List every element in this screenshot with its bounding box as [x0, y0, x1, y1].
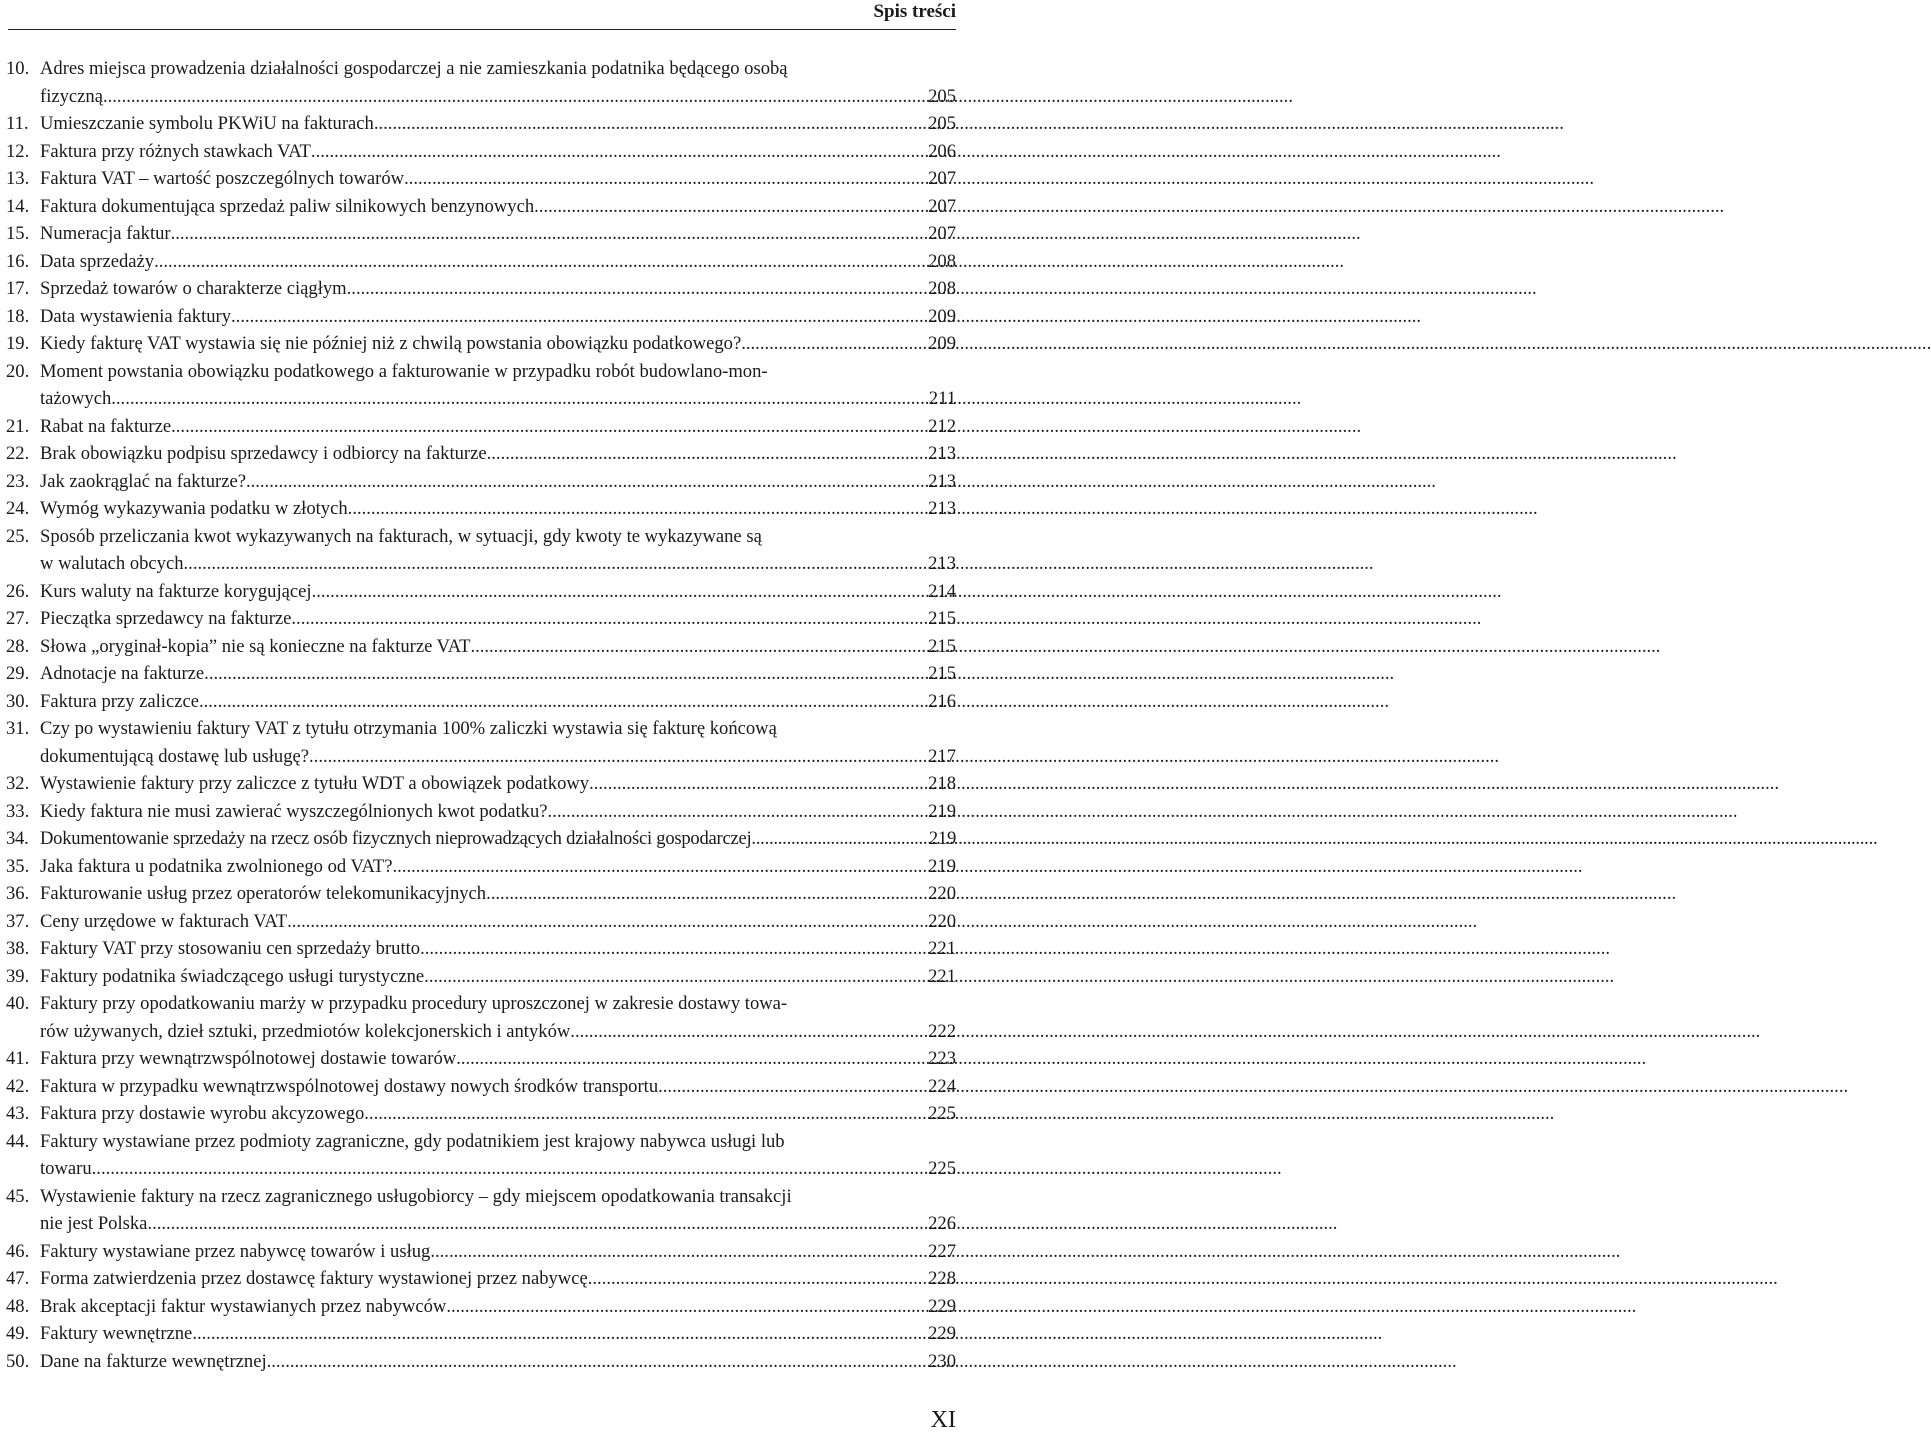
- toc-entry-page: 220: [928, 883, 956, 904]
- dot-leader: [231, 303, 926, 331]
- dot-leader: [364, 1100, 926, 1128]
- toc-entry-number: 42.: [6, 1075, 30, 1097]
- dot-leader: [192, 1320, 926, 1348]
- toc-entry-title: [40, 605, 956, 633]
- toc-entry-number: 27.: [6, 608, 30, 629]
- toc-entry: [6, 880, 956, 908]
- toc-entry-leader-row: [40, 688, 956, 716]
- toc-entry-number: 38.: [6, 938, 30, 959]
- dot-leader: [184, 550, 927, 578]
- toc-entry: [6, 715, 956, 770]
- toc-entry-number: 40.: [6, 993, 30, 1014]
- dot-leader: [374, 110, 926, 138]
- toc-entry-page: 207: [928, 195, 956, 217]
- toc-entry-leader-row: [40, 550, 956, 578]
- dot-leader: [534, 193, 926, 221]
- dot-leader: [589, 770, 926, 798]
- toc-entry-page: 213: [928, 498, 956, 519]
- toc-entry-page: 229: [928, 1295, 956, 1317]
- toc-entry-page: 209: [928, 305, 956, 327]
- toc-entry-page: 226: [928, 1213, 956, 1234]
- toc-entry-leader-row: [40, 468, 956, 496]
- dot-leader: [548, 798, 927, 826]
- dot-leader: [171, 220, 927, 248]
- toc-entry-title-line: Numeracja faktur: [40, 223, 171, 244]
- toc-entry-number: 29.: [6, 663, 30, 684]
- toc-entry-page: 207: [928, 168, 956, 189]
- toc-entry-page: 227: [928, 1240, 956, 1262]
- toc-entry-title-line: Jak zaokrąglać na fakturze?: [40, 470, 246, 492]
- toc-entry-title: [40, 1238, 956, 1266]
- toc-entry-number: 22.: [6, 443, 30, 464]
- toc-entry-title: [40, 1183, 956, 1238]
- toc-entry-title-line: Rabat na fakturze: [40, 415, 172, 437]
- toc-entry-title-line: Wystawienie faktury na rzecz zagranicznego usługobiorcy – gdy miejscem opodatkowania transakcji: [40, 1185, 792, 1207]
- toc-entry-title: [40, 330, 956, 358]
- toc-entry-page: 215: [928, 663, 956, 684]
- toc-entry-leader-row: [40, 605, 956, 633]
- toc-entry-title: [40, 220, 956, 248]
- toc-entry-title-line: Forma zatwierdzenia przez dostawcę faktury wystawionej przez nabywcę: [40, 1268, 588, 1289]
- toc-entry-title: [40, 55, 956, 110]
- toc-entry-title-line: Adnotacje na fakturze: [40, 663, 205, 684]
- dot-leader: [420, 935, 926, 963]
- toc-entry: [6, 1045, 956, 1073]
- toc-entry: [6, 1348, 956, 1376]
- toc-entry-number: 25.: [6, 525, 30, 547]
- toc-entry-number: 10.: [6, 58, 30, 79]
- toc-entry-title: [40, 1320, 956, 1348]
- toc-entry-title: [40, 853, 956, 881]
- toc-entry-title: [40, 248, 956, 276]
- toc-entry-page: 218: [928, 773, 956, 794]
- toc-entry: [6, 138, 956, 166]
- toc-entry-title: [40, 770, 956, 798]
- toc-entry-title: [40, 495, 956, 523]
- table-of-contents: [6, 55, 956, 1375]
- toc-entry-number: 17.: [6, 278, 30, 299]
- toc-entry-leader-row: [40, 880, 956, 908]
- toc-entry-page: 209: [928, 333, 956, 354]
- toc-entry-number: 39.: [6, 965, 30, 987]
- toc-entry-title-line: Data wystawienia faktury: [40, 305, 232, 327]
- dot-leader: [741, 330, 926, 358]
- toc-entry-number: 16.: [6, 250, 30, 272]
- dot-leader: [312, 578, 927, 606]
- toc-entry-title: [40, 578, 956, 606]
- toc-entry: [6, 330, 956, 358]
- toc-entry-page: 216: [928, 690, 956, 712]
- toc-entry: [6, 1183, 956, 1238]
- dot-leader: [309, 743, 926, 771]
- toc-entry: [6, 1100, 956, 1128]
- toc-entry-title: [40, 908, 956, 936]
- toc-entry-leader-row: [40, 963, 956, 991]
- dot-leader: [404, 165, 926, 193]
- toc-entry-title-line: Kiedy fakturę VAT wystawia się nie później niż z chwilą powstania obowiązku podatkowego?: [40, 333, 742, 354]
- toc-entry-title-line: Wymóg wykazywania podatku w złotych: [40, 498, 348, 519]
- toc-entry-leader-row: [40, 193, 956, 221]
- toc-entry-title: [40, 880, 956, 908]
- toc-entry-leader-row: [40, 110, 956, 138]
- toc-entry-page: 215: [928, 635, 956, 657]
- toc-entry-title: [40, 1100, 956, 1128]
- toc-entry-title-line: Faktura przy wewnątrzwspólnotowej dostawie towarów: [40, 1048, 457, 1069]
- toc-entry: [6, 633, 956, 661]
- toc-entry-leader-row: [40, 385, 956, 413]
- toc-entry-page: 221: [928, 938, 956, 959]
- toc-entry-title-line: Słowa „oryginał-kopia” nie są konieczne na fakturze VAT: [40, 635, 471, 657]
- dot-leader: [291, 605, 926, 633]
- toc-entry-title: [40, 1045, 956, 1073]
- toc-entry: [6, 440, 956, 468]
- toc-entry-title-line: Faktury VAT przy stosowaniu cen sprzedaży brutto: [40, 938, 421, 959]
- toc-entry-title-line: Kurs waluty na fakturze korygującej: [40, 580, 312, 602]
- toc-entry-title-line: Moment powstania obowiązku podatkowego a fakturowanie w przypadku robót budowlano-mon-: [40, 360, 768, 382]
- toc-entry-page: 213: [928, 553, 956, 574]
- toc-entry-page: 205: [928, 113, 956, 134]
- toc-entry-number: 12.: [6, 140, 30, 162]
- toc-entry-title-line: Faktury wystawiane przez nabywcę towarów i usług: [40, 1240, 431, 1262]
- toc-entry-title: [40, 468, 956, 496]
- toc-entry-number: 21.: [6, 415, 30, 437]
- toc-entry-title-line: Faktura dokumentująca sprzedaż paliw silnikowych benzynowych: [40, 195, 535, 217]
- toc-entry-leader-row: [40, 440, 956, 468]
- toc-entry-title-line: Faktury podatnika świadczącego usługi turystyczne: [40, 965, 425, 987]
- toc-entry-leader-row: [40, 248, 956, 276]
- toc-entry-number: 30.: [6, 690, 30, 712]
- dot-leader: [348, 495, 926, 523]
- toc-entry-title: [40, 440, 956, 468]
- toc-entry-title: [40, 935, 956, 963]
- toc-entry-page: 217: [928, 745, 956, 767]
- toc-entry-page: 213: [928, 443, 956, 464]
- toc-entry-page: 225: [928, 1103, 956, 1124]
- toc-entry-leader-row: [40, 1073, 956, 1101]
- toc-entry-leader-row: [40, 935, 956, 963]
- toc-entry-page: 205: [928, 85, 956, 107]
- toc-entry-leader-row: [40, 660, 956, 688]
- toc-entry-title-line: Sposób przeliczania kwot wykazywanych na fakturach, w sytuacji, gdy kwoty te wykazywane są: [40, 525, 762, 547]
- toc-entry-title-line: Pieczątka sprzedawcy na fakturze: [40, 608, 292, 629]
- toc-entry-page: 230: [928, 1350, 956, 1372]
- toc-entry-page: 207: [928, 223, 956, 244]
- toc-entry-title-line: Fakturowanie usług przez operatorów telekomunikacyjnych: [40, 883, 487, 904]
- toc-entry-title-line: Czy po wystawieniu faktury VAT z tytułu otrzymania 100% zaliczki wystawia się fakturę końcową: [40, 718, 777, 739]
- toc-entry-title-line: Dokumentowanie sprzedaży na rzecz osób fizycznych nieprowadzących działalności gospodarczej: [40, 828, 752, 849]
- toc-entry-title: [40, 798, 956, 826]
- toc-entry: [6, 853, 956, 881]
- toc-entry-leader-row: [40, 275, 956, 303]
- toc-entry-title: [40, 303, 956, 331]
- toc-entry: [6, 908, 956, 936]
- toc-entry-title: [40, 193, 956, 221]
- toc-entry-leader-row: [40, 853, 956, 881]
- toc-entry-number: 47.: [6, 1268, 30, 1289]
- toc-entry-page: 224: [928, 1075, 956, 1097]
- toc-entry-page: 208: [928, 278, 956, 299]
- toc-entry-title: [40, 358, 956, 413]
- toc-entry-title-line: Faktura przy zaliczce: [40, 690, 199, 712]
- toc-entry-title: [40, 138, 956, 166]
- toc-entry-leader-row: [40, 1210, 956, 1238]
- toc-entry-leader-row: [40, 1155, 956, 1183]
- dot-leader: [456, 1045, 926, 1073]
- dot-leader: [393, 853, 927, 881]
- toc-entry: [6, 1128, 956, 1183]
- toc-entry: [6, 193, 956, 221]
- toc-entry-page: 219: [928, 800, 956, 822]
- toc-entry-page: 219: [928, 828, 956, 849]
- toc-entry-title: [40, 660, 956, 688]
- toc-entry-leader-row: [40, 578, 956, 606]
- dot-leader: [267, 1348, 926, 1376]
- toc-entry-title: [40, 165, 956, 193]
- toc-entry-number: 46.: [6, 1240, 30, 1262]
- toc-entry-leader-row: [40, 770, 956, 798]
- toc-entry-title-line: w walutach obcych: [40, 553, 184, 574]
- toc-entry-title-line: Faktury wewnętrzne: [40, 1323, 193, 1344]
- toc-entry-leader-row: [40, 1100, 956, 1128]
- toc-entry: [6, 578, 956, 606]
- toc-entry-title-line: Ceny urzędowe w fakturach VAT: [40, 910, 288, 932]
- toc-entry-title: [40, 1128, 956, 1183]
- toc-entry-title-line: towaru: [40, 1158, 92, 1179]
- toc-entry-page: 220: [928, 910, 956, 932]
- toc-entry-page: 211: [928, 388, 956, 409]
- dot-leader: [570, 1018, 926, 1046]
- toc-entry-title-line: Faktura przy różnych stawkach VAT: [40, 140, 311, 162]
- toc-entry-number: 28.: [6, 635, 30, 657]
- toc-entry: [6, 825, 956, 853]
- toc-entry: [6, 1265, 956, 1293]
- toc-entry-title-line: Data sprzedaży: [40, 250, 155, 272]
- toc-entry-title: [40, 688, 956, 716]
- toc-entry-leader-row: [40, 1018, 956, 1046]
- toc-entry-leader-row: [40, 798, 956, 826]
- toc-entry-title-line: Brak akceptacji faktur wystawianych przez nabywców: [40, 1295, 447, 1317]
- toc-entry-leader-row: [40, 633, 956, 661]
- toc-entry-number: 13.: [6, 168, 30, 189]
- toc-entry-number: 26.: [6, 580, 30, 602]
- dot-leader: [311, 138, 926, 166]
- toc-entry-number: 37.: [6, 910, 30, 932]
- dot-leader: [347, 275, 926, 303]
- toc-entry: [6, 413, 956, 441]
- page-number: XI: [930, 1407, 956, 1433]
- header-divider: [8, 29, 956, 30]
- toc-entry-number: 19.: [6, 333, 30, 354]
- toc-entry: [6, 303, 956, 331]
- toc-entry-number: 50.: [6, 1350, 30, 1372]
- dot-leader: [111, 385, 927, 413]
- toc-entry-title-line: Faktura przy dostawie wyrobu akcyzowego: [40, 1103, 365, 1124]
- toc-entry-number: 11.: [6, 113, 29, 134]
- toc-entry-title-line: Faktura VAT – wartość poszczególnych towarów: [40, 168, 405, 189]
- toc-entry-number: 43.: [6, 1103, 30, 1124]
- toc-entry: [6, 770, 956, 798]
- dot-leader: [171, 413, 926, 441]
- toc-entry-page: 213: [928, 470, 956, 492]
- dot-leader: [470, 633, 926, 661]
- dot-leader: [487, 440, 926, 468]
- dot-leader: [204, 660, 926, 688]
- toc-entry-number: 35.: [6, 855, 30, 877]
- dot-leader: [588, 1265, 926, 1293]
- toc-entry: [6, 1293, 956, 1321]
- toc-entry-title-line: Faktury przy opodatkowaniu marży w przypadku procedury uproszczonej w zakresie dostawy towa-: [40, 993, 788, 1014]
- toc-entry-page: 208: [928, 250, 956, 272]
- toc-entry: [6, 275, 956, 303]
- toc-entry-leader-row: [40, 1265, 956, 1293]
- page-header-title: Spis treści: [873, 1, 956, 22]
- toc-entry-page: 214: [928, 580, 956, 602]
- toc-entry-title: [40, 963, 956, 991]
- toc-entry-leader-row: [40, 138, 956, 166]
- toc-entry: [6, 523, 956, 578]
- toc-entry-number: 23.: [6, 470, 30, 492]
- toc-entry-number: 34.: [6, 828, 29, 849]
- toc-entry-leader-row: [40, 1045, 956, 1073]
- toc-entry-page: 222: [928, 1020, 956, 1042]
- toc-entry-leader-row: [40, 413, 956, 441]
- toc-entry-number: 48.: [6, 1295, 30, 1317]
- toc-entry: [6, 110, 956, 138]
- toc-entry: [6, 165, 956, 193]
- toc-entry-number: 15.: [6, 223, 30, 244]
- toc-entry: [6, 468, 956, 496]
- toc-entry-leader-row: [40, 1348, 956, 1376]
- toc-entry: [6, 963, 956, 991]
- toc-entry: [6, 660, 956, 688]
- toc-entry: [6, 248, 956, 276]
- toc-entry-title: [40, 413, 956, 441]
- toc-entry-title-line: dokumentującą dostawę lub usługę?: [40, 745, 310, 767]
- dot-leader: [154, 248, 926, 276]
- toc-entry-title-line: tażowych: [40, 388, 112, 409]
- toc-entry-page: 206: [928, 140, 956, 162]
- toc-entry-page: 223: [928, 1048, 956, 1069]
- toc-entry-number: 49.: [6, 1323, 30, 1344]
- toc-entry-title: [40, 990, 956, 1045]
- toc-entry: [6, 935, 956, 963]
- dot-leader: [424, 963, 926, 991]
- toc-entry-leader-row: [40, 83, 956, 111]
- toc-entry-leader-row: [40, 220, 956, 248]
- toc-entry-leader-row: [40, 908, 956, 936]
- toc-entry: [6, 1320, 956, 1348]
- toc-entry: [6, 55, 956, 110]
- toc-entry-title: [40, 110, 956, 138]
- toc-entry-leader-row: [40, 303, 956, 331]
- toc-entry: [6, 358, 956, 413]
- toc-entry-title-line: Wystawienie faktury przy zaliczce z tytułu WDT a obowiązek podatkowy: [40, 773, 590, 794]
- toc-entry: [6, 798, 956, 826]
- toc-entry-title: [40, 1073, 956, 1101]
- toc-entry-page: 228: [928, 1268, 956, 1289]
- toc-entry-title: [40, 633, 956, 661]
- toc-entry-page: 219: [928, 855, 956, 877]
- toc-entry: [6, 990, 956, 1045]
- dot-leader: [199, 688, 926, 716]
- toc-entry-number: 14.: [6, 195, 30, 217]
- toc-entry-title: [40, 1265, 956, 1293]
- toc-entry-title-line: fizyczną: [40, 85, 103, 107]
- toc-entry-number: 33.: [6, 800, 30, 822]
- toc-entry-title-line: Adres miejsca prowadzenia działalności gospodarczej a nie zamieszkania podatnika będącego osobą: [40, 58, 788, 79]
- toc-entry-leader-row: [40, 743, 956, 771]
- dot-leader: [486, 880, 926, 908]
- toc-entry-number: 18.: [6, 305, 30, 327]
- toc-entry-page: 225: [928, 1158, 956, 1179]
- dot-leader: [430, 1238, 926, 1266]
- toc-entry-page: 215: [928, 608, 956, 629]
- toc-entry-leader-row: [40, 330, 956, 358]
- toc-entry-number: 36.: [6, 883, 30, 904]
- toc-entry-number: 24.: [6, 498, 30, 519]
- toc-entry-title-line: nie jest Polska: [40, 1213, 148, 1234]
- dot-leader: [103, 83, 926, 111]
- toc-entry: [6, 1238, 956, 1266]
- toc-entry-title-line: Faktura w przypadku wewnątrzwspólnotowej dostawy nowych środków transportu: [40, 1075, 659, 1097]
- toc-entry-page: 229: [928, 1323, 956, 1344]
- toc-entry-number: 44.: [6, 1130, 30, 1152]
- toc-entry-number: 32.: [6, 773, 30, 794]
- toc-entry-leader-row: [40, 825, 956, 853]
- toc-entry-number: 31.: [6, 718, 30, 739]
- dot-leader: [246, 468, 926, 496]
- dot-leader: [147, 1210, 926, 1238]
- toc-entry-title-line: Brak obowiązku podpisu sprzedawcy i odbiorcy na fakturze: [40, 443, 487, 464]
- toc-entry-leader-row: [40, 495, 956, 523]
- toc-entry-leader-row: [40, 1320, 956, 1348]
- toc-entry-title-line: Umieszczanie symbolu PKWiU na fakturach: [40, 113, 374, 134]
- toc-entry-title: [40, 523, 956, 578]
- toc-entry-number: 20.: [6, 360, 30, 382]
- toc-entry-leader-row: [40, 165, 956, 193]
- toc-entry-number: 41.: [6, 1048, 30, 1069]
- toc-entry-title: [40, 715, 956, 770]
- toc-entry-page: 221: [928, 965, 956, 987]
- toc-entry-title-line: Dane na fakturze wewnętrznej: [40, 1350, 267, 1372]
- toc-entry-title: [40, 275, 956, 303]
- dot-leader: [92, 1155, 926, 1183]
- toc-entry-title: [40, 1348, 956, 1376]
- toc-entry-title-line: Jaka faktura u podatnika zwolnionego od VAT?: [40, 855, 393, 877]
- toc-entry: [6, 495, 956, 523]
- toc-entry-leader-row: [40, 1293, 956, 1321]
- toc-entry: [6, 220, 956, 248]
- toc-entry-title-line: Faktury wystawiane przez podmioty zagraniczne, gdy podatnikiem jest krajowy nabywca usługi lub: [40, 1130, 785, 1152]
- toc-entry-title-line: rów używanych, dzieł sztuki, przedmiotów kolekcjonerskich i antyków: [40, 1020, 571, 1042]
- toc-entry-title-line: Sprzedaż towarów o charakterze ciągłym: [40, 278, 347, 299]
- toc-entry: [6, 1073, 956, 1101]
- toc-entry-number: 45.: [6, 1185, 30, 1207]
- dot-leader: [658, 1073, 926, 1101]
- toc-entry-title: [40, 825, 956, 853]
- dot-leader: [751, 825, 926, 853]
- toc-entry-title-line: Kiedy faktura nie musi zawierać wyszczególnionych kwot podatku?: [40, 800, 548, 822]
- dot-leader: [446, 1293, 926, 1321]
- toc-entry-page: 212: [928, 415, 956, 437]
- toc-entry: [6, 688, 956, 716]
- dot-leader: [287, 908, 926, 936]
- toc-entry-leader-row: [40, 1238, 956, 1266]
- toc-entry: [6, 605, 956, 633]
- toc-entry-title: [40, 1293, 956, 1321]
